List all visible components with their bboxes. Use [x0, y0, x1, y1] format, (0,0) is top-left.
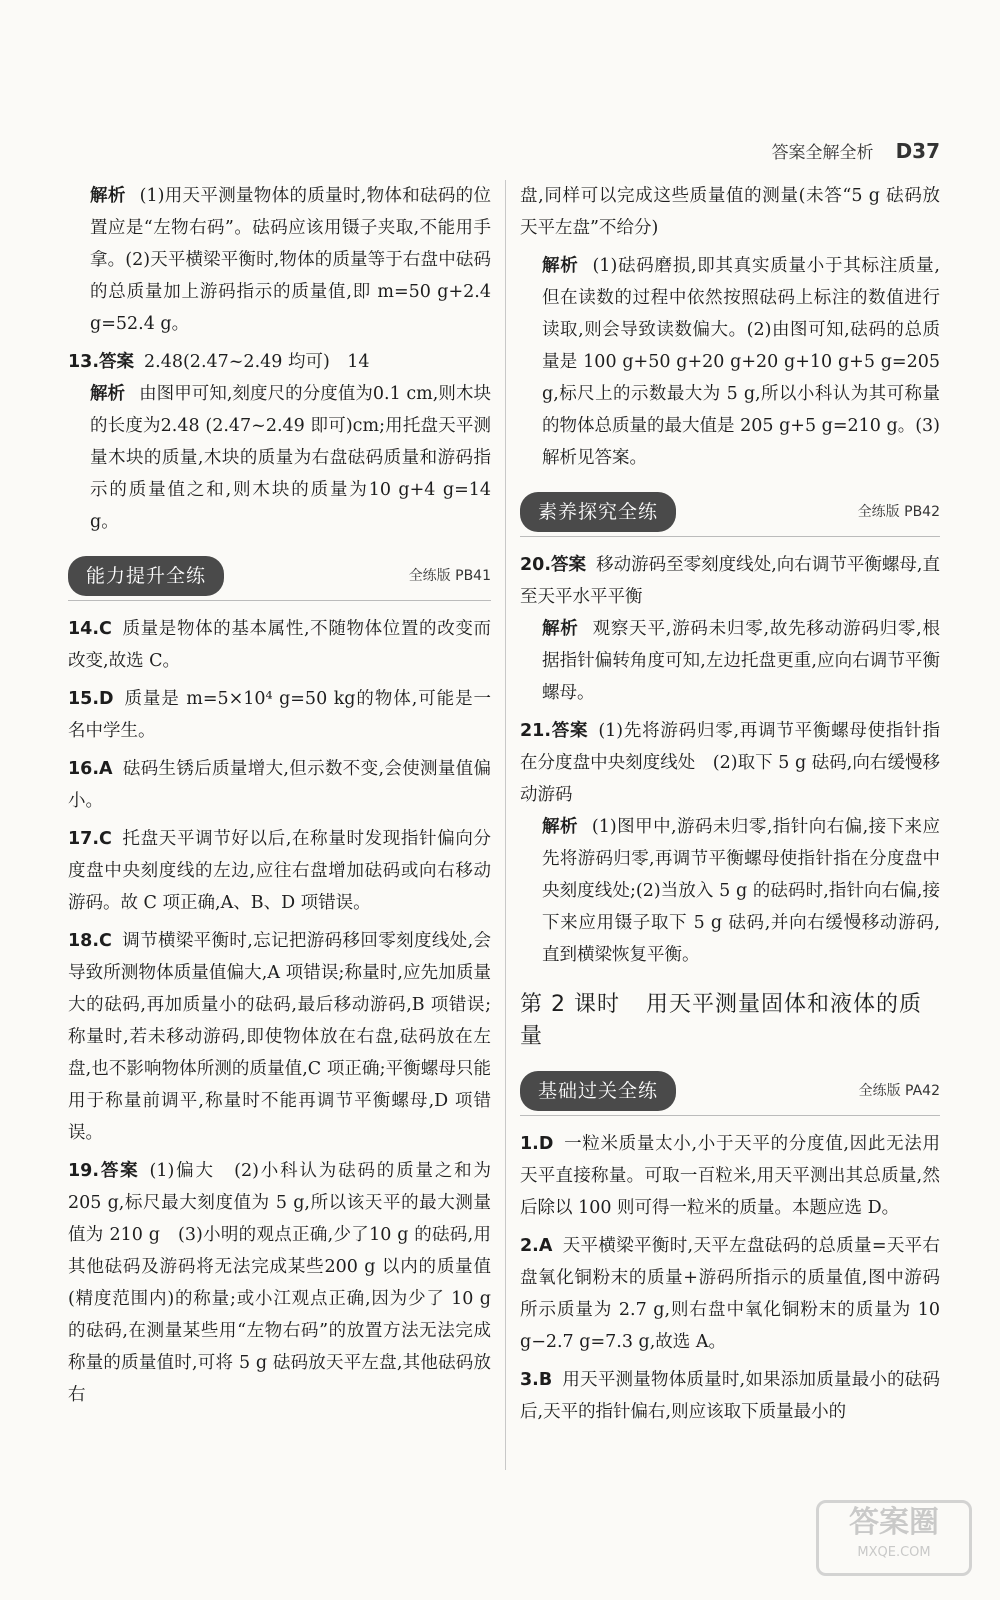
section-basic-ref: 全练版 PA42 [858, 1083, 940, 1099]
answer-21-analysis: 解析 (1)图甲中,游码未归零,指针向右偏,接下来应先将游码归零,再调节平衡螺母使指针指在分度盘中央刻度线处;(2)当放入 5 g 的砝码时,指针向右偏,接下来应用镊子取下 5 g 砝码,并向右缓慢移动游码,直到横梁恢复平衡。 [542, 817, 941, 965]
section-basic-title: 基础过关全练 [520, 1071, 676, 1111]
answer-2: 2.A 天平横梁平衡时,天平左盘砝码的总质量=天平右盘氧化铜粉末的质量+游码所指示的质量值,图中游码所示质量为 2.7 g,则右盘中氧化铜粉末的质量为 10 g−2.7 g=7.3 g,故选 A。 [520, 1236, 940, 1352]
section-ability [68, 556, 491, 601]
answer-19-analysis: 解析 (1)砝码磨损,即其真实质量小于其标注质量,但在读数的过程中依然按照砝码上标注的数值进行读取,则会导致读数偏大。(2)由图可知,砝码的总质量是 100 g+50 g+20 g+20 g+10 g+5 g=205 g,标尺上的示数最大为 5 g,所以小科认为其可称量的物体总质量的最大值是 205 g+5 g=210 g。(3)解析见答案。 [542, 256, 940, 468]
section-inquiry-ref: 全练版 PB42 [857, 504, 940, 520]
section-basic [520, 1071, 940, 1116]
answer-21: 21.答案 (1)先将游码归零,再调节平衡螺母使指针指在分度盘中央刻度线处 (2)取下 5 g 砝码,向右缓慢移动游码 [520, 721, 940, 805]
answer-18: 18.C 调节横梁平衡时,忘记把游码移回零刻度线处,会导致所测物体质量值偏大,A 项错误;称量时,应先加质量大的砝码,再加质量小的砝码,最后移动游码,B 项错误;称量时,若未移动游码,即使物体放在右盘,砝码放在左盘,也不影响物体所测的质量值,C 项正确;平衡螺母只能用于称量前调平,称量时不能再调节平衡螺母,D 项错误。 [68, 931, 491, 1143]
answer-19-continued: 盘,同样可以完成这些质量值的测量(未答“5 g 砝码放天平左盘”不给分) [520, 186, 940, 238]
answer-12-analysis: 解析 (1)用天平测量物体的质量时,物体和砝码的位置应是“左物右码”。砝码应该用镊子夹取,不能用手拿。(2)天平横梁平衡时,物体的质量等于右盘中砝码的总质量加上游码指示的质量值,即 m=50 g+2.4 g=52.4 g。 [90, 186, 491, 334]
lesson-heading [520, 989, 940, 1053]
right-column [520, 180, 940, 1434]
answer-20-analysis: 解析 观察天平,游码未归零,故先移动游码归零,根据指针偏转角度可知,左边托盘更重,应向右调节平衡螺母。 [542, 619, 941, 703]
column-divider [505, 180, 506, 1470]
lesson-title: 第 2 课时 [520, 992, 620, 1017]
answer-19: 19.答案 (1)偏大 (2)小科认为砝码的质量之和为 205 g,标尺最大刻度值为 5 g,所以该天平的最大测量值为 210 g (3)小明的观点正确,少了10 g 的砝码,用其他砝码及游码将无法完成某些200 g 以内的质量值(精度范围内)的称量;或小江观点正确,因为少了 10 g 的砝码,在测量某些用“左物右码”的放置方法无法完成称量的质量值时,可将 5 g 砝码放天平左盘,其他砝码放右 [68, 1161, 491, 1405]
section-inquiry [520, 492, 940, 537]
answer-13-analysis: 解析 由图甲可知,刻度尺的分度值为0.1 cm,则木块的长度为2.48 (2.47~2.49 即可)cm;用托盘天平测量木块的质量,木块的质量为右盘砝码质量和游码指示的质量值之和,则木块的质量为10 g+4 g=14 g。 [90, 384, 491, 532]
answer-14: 14.C 质量是物体的基本属性,不随物体位置的改变而改变,故选 C。 [68, 619, 491, 671]
section-ability-title: 能力提升全练 [68, 556, 224, 596]
answer-15: 15.D 质量是 m=5×10⁴ g=50 kg的物体,可能是一名中学生。 [68, 689, 491, 741]
answer-16: 16.A 砝码生锈后质量增大,但示数不变,会使测量值偏小。 [68, 759, 491, 811]
answer-17: 17.C 托盘天平调节好以后,在称量时发现指针偏向分度盘中央刻度线的左边,应往右盘增加砝码或向右移动游码。故 C 项正确,A、B、D 项错误。 [68, 829, 491, 913]
answer-13: 13.答案 2.48(2.47~2.49 均可) 14 [68, 352, 370, 372]
left-column [68, 180, 491, 1417]
page-header [772, 138, 940, 163]
answer-20: 20.答案 移动游码至零刻度线处,向右调节平衡螺母,直至天平水平平衡 [520, 555, 940, 607]
page-number: D37 [895, 138, 940, 163]
section-ability-ref: 全练版 PB41 [408, 568, 491, 584]
watermark-logo: 答案圈 MXQE.COM [816, 1500, 972, 1576]
lesson-subtitle: 用天平测量固体和液体的质量 [520, 992, 922, 1049]
answer-1: 1.D 一粒米质量太小,小于天平的分度值,因此无法用天平直接称量。可取一百粒米,用天平测出其总质量,然后除以 100 则可得一粒米的质量。本题应选 D。 [520, 1134, 940, 1218]
answer-3: 3.B 用天平测量物体质量时,如果添加质量最小的砝码后,天平的指针偏右,则应该取下质量最小的 [520, 1370, 940, 1422]
section-inquiry-title: 素养探究全练 [520, 492, 676, 532]
header-title: 答案全解全析 [771, 143, 874, 163]
